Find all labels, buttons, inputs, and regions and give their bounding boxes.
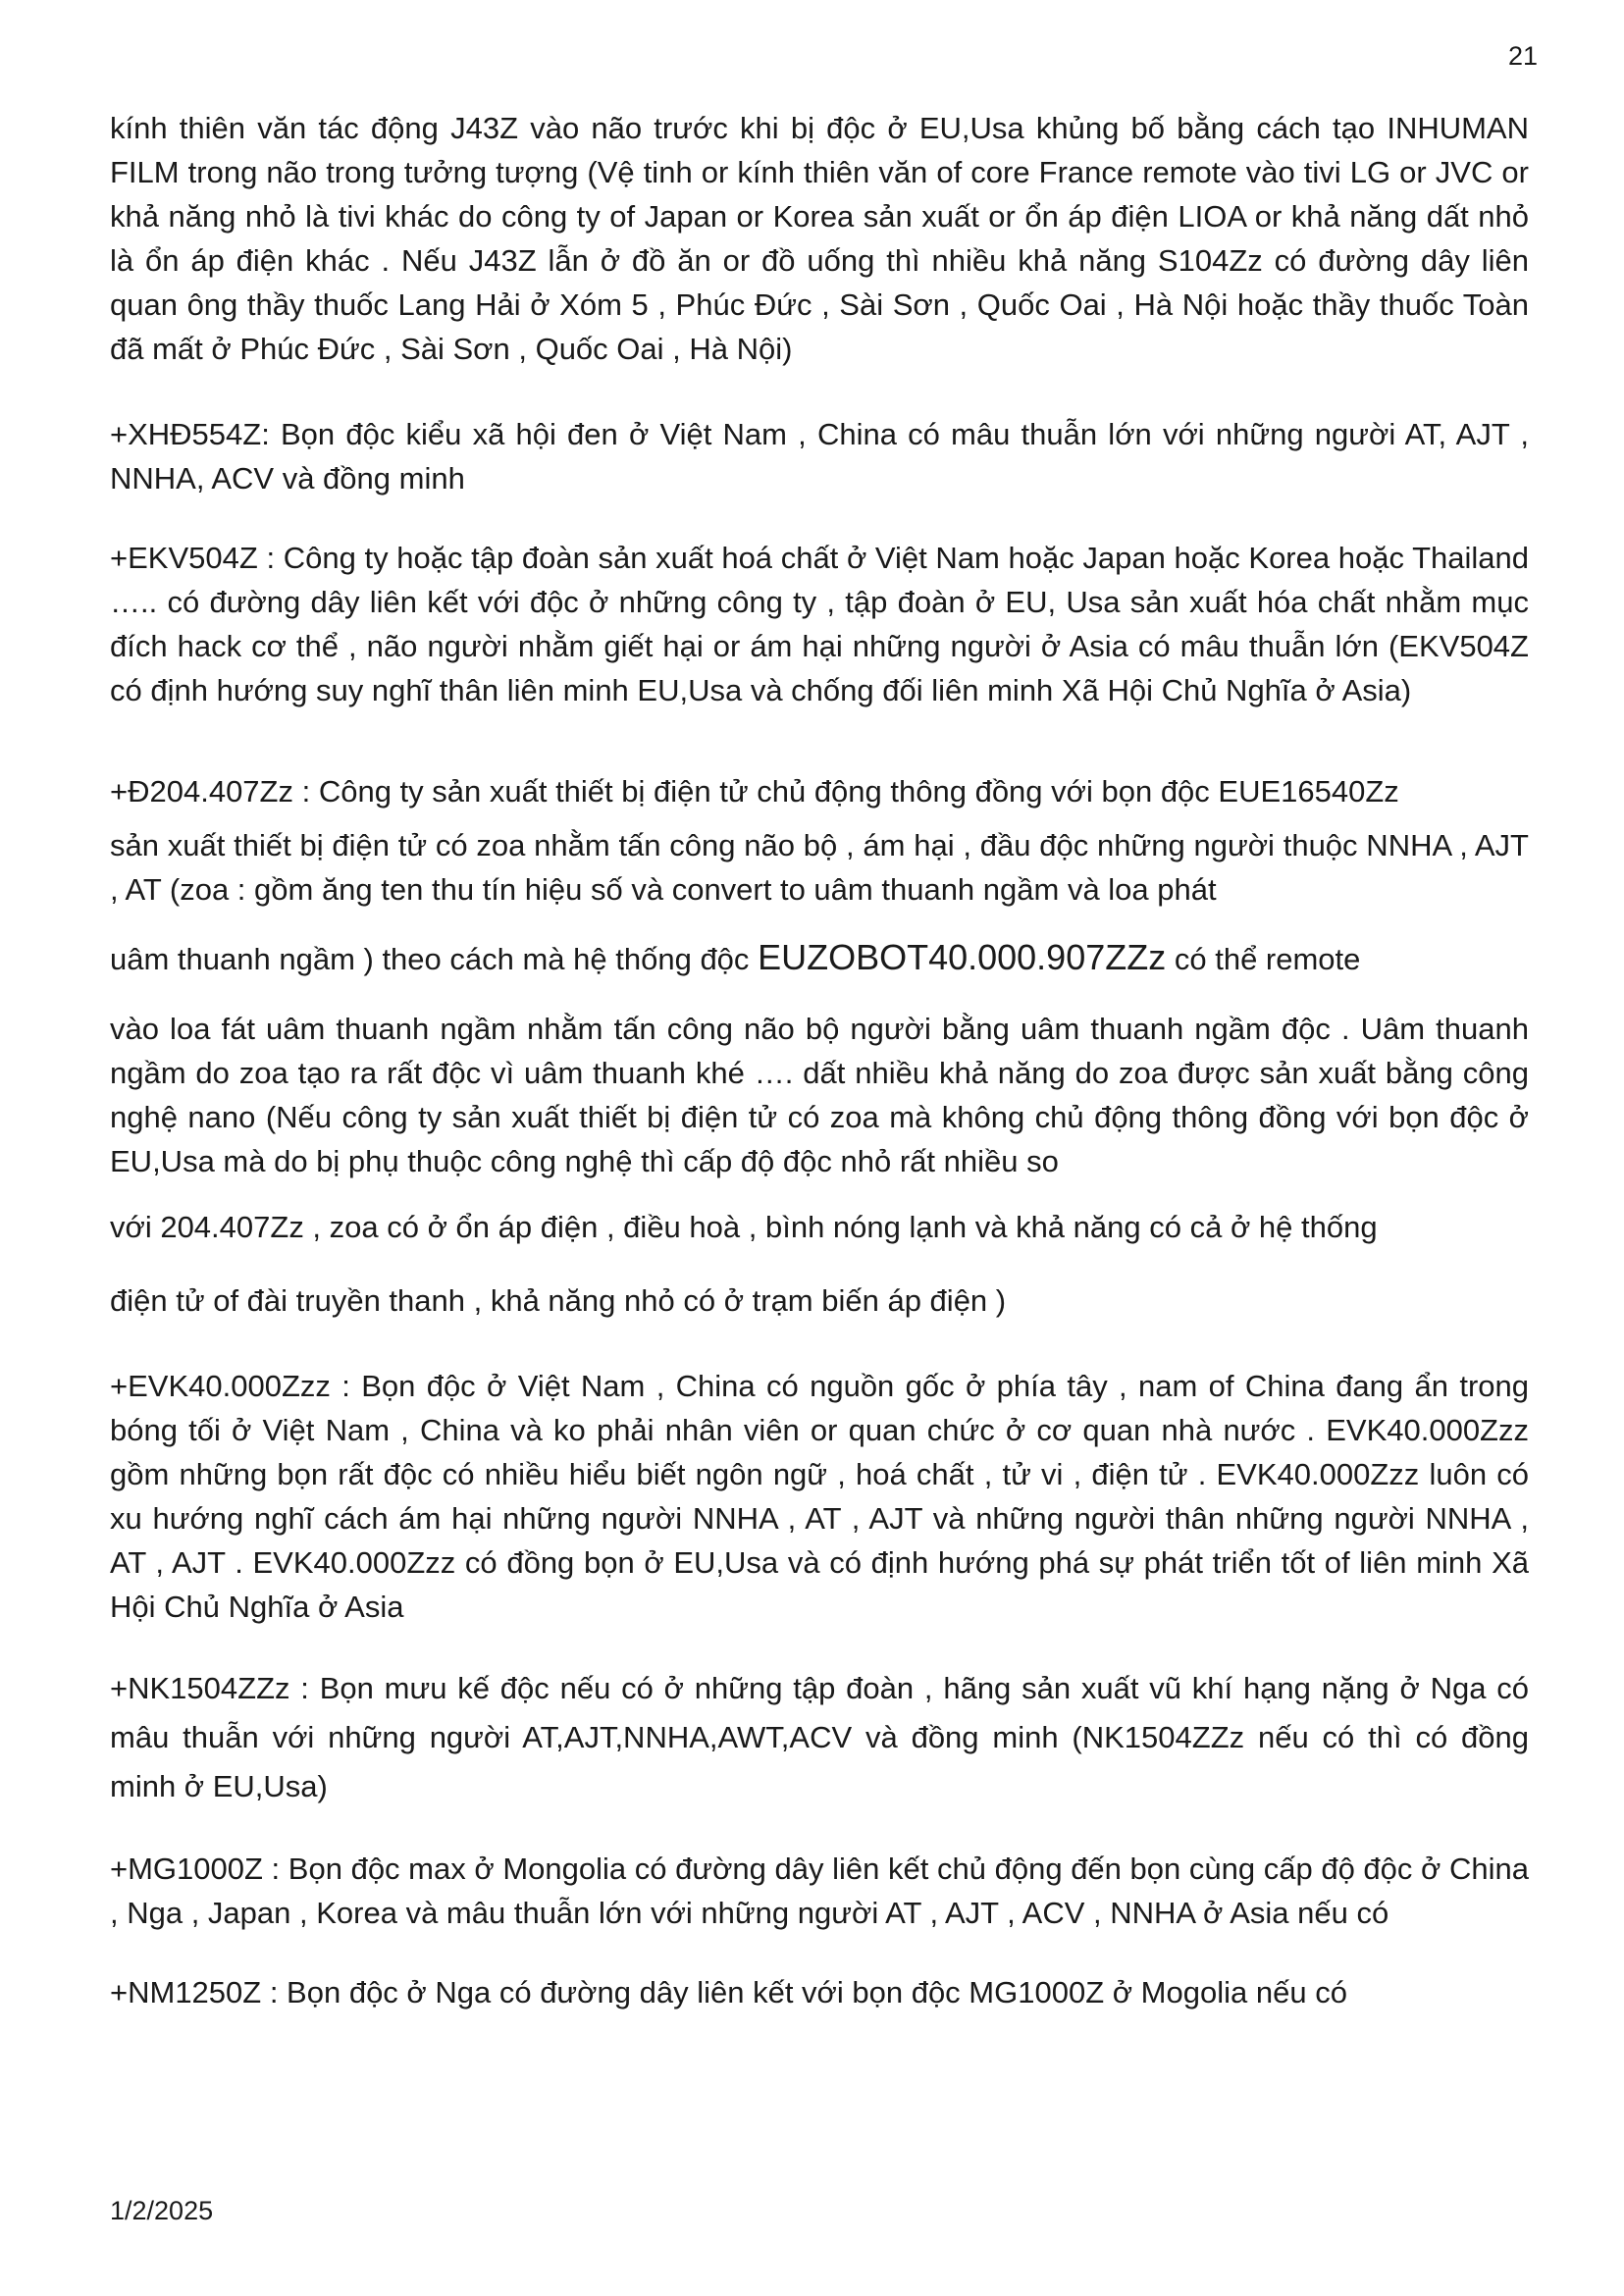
paragraph-xhd554z: +XHĐ554Z: Bọn độc kiểu xã hội đen ở Việt Nam , China có mâu thuẫn lớn với những người AT, AJT , NNHA, ACV và đồng minh [110,417,1529,496]
paragraph-d204-line-1: +Đ204.407Zz : Công ty sản xuất thiết bị điện tử chủ động thông đồng với bọn độc EUE16540Zz [110,774,1399,809]
document-body [110,106,1529,2014]
paragraph-d204-line-6: điện tử of đài truyền thanh , khả năng nhỏ có ở trạm biến áp điện ) [110,1283,1007,1318]
line-3-suffix: có thể remote [1174,942,1361,976]
paragraph-evk40-000zzz: +EVK40.000Zzz : Bọn độc ở Việt Nam , China có nguồn gốc ở phía tây , nam of China đang ẩn trong bóng tối ở Việt Nam , China và ko phải nhân viên or quan chức ở cơ quan nhà nước . EVK40.000Zzz gồm những bọn rất độc có nhiều hiểu biết ngôn ngữ , hoá chất , tử vi , điện tử . EVK40.000Zzz luôn có xu hướng nghĩ cách ám hại những người NNHA , AT , AJT và những người thân những người NNHA , AT , AJT . EVK40.000Zzz có đồng bọn ở EU,Usa và có định hướng phá sự phát triển tốt of liên minh Xã Hội Chủ Nghĩa ở Asia [110,1369,1529,1624]
paragraph-d204-407zz [110,769,1529,1323]
paragraph-ekv504z: +EKV504Z : Công ty hoặc tập đoàn sản xuất hoá chất ở Việt Nam hoặc Japan hoặc Korea hoặc Thailand ….. có đường dây liên kết với độc ở những công ty , tập đoàn ở EU, Usa sản xuất hóa chất nhằm mục đích hack cơ thể , não người nhằm giết hại or ám hại những người ở Asia có mâu thuẫn lớn (EKV504Z có định hướng suy nghĩ thân liên minh EU,Usa và chống đối liên minh Xã Hội Chủ Nghĩa ở Asia) [110,541,1529,707]
paragraph-nm1250z: +NM1250Z : Bọn độc ở Nga có đường dây liên kết với bọn độc MG1000Z ở Mogolia nếu có [110,1975,1347,2009]
paragraph-telescope: kính thiên văn tác động J43Z vào não trước khi bị độc ở EU,Usa khủng bố bằng cách tạo INHUMAN FILM trong não trong tưởng tượng (Vệ tinh or kính thiên văn of core France remote vào tivi LG or JVC or khả năng nhỏ là tivi khác do công ty of Japan or Korea sản xuất or ổn áp điện LIOA or khả năng dất nhỏ là ổn áp điện khác . Nếu J43Z lẫn ở đồ ăn or đồ uống thì nhiều khả năng S104Zz có đường dây liên quan ông thầy thuốc Lang Hải ở Xóm 5 , Phúc Đức , Sài Sơn , Quốc Oai , Hà Nội hoặc thầy thuốc Toàn đã mất ở Phúc Đức , Sài Sơn , Quốc Oai , Hà Nội) [110,111,1529,366]
paragraph-d204-line-4: vào loa fát uâm thuanh ngầm nhằm tấn công não bộ người bằng uâm thuanh ngầm độc . Uâm thuanh ngầm do zoa tạo ra rất độc vì uâm thuanh khé …. dất nhiều khả năng do zoa được sản xuất bằng công nghệ nano (Nếu công ty sản xuất thiết bị điện tử có zoa mà không chủ động thông đồng với bọn độc ở EU,Usa mà do bị phụ thuộc công nghệ thì cấp độ độc nhỏ rất nhiều so [110,1012,1529,1178]
line-3-prefix: uâm thuanh ngầm ) theo cách mà hệ thống độc [110,942,750,976]
paragraph-mg1000z: +MG1000Z : Bọn độc max ở Mongolia có đường dây liên kết chủ động đến bọn cùng cấp độ độc ở China , Nga , Japan , Korea và mâu thuẫn lớn với những người AT , AJT , ACV , NNHA ở Asia nếu có [110,1852,1529,1930]
paragraph-d204-line-5: với 204.407Zz , zoa có ở ổn áp điện , điều hoà , bình nóng lạnh và khả năng có cả ở hệ thống [110,1210,1378,1244]
page-number: 21 [1507,41,1538,71]
paragraph-d204-line-3 [110,935,1529,981]
euzobot-code: EUZOBOT40.000.907ZZz [758,937,1167,977]
footer-date: 1/2/2025 [110,2196,214,2225]
paragraph-d204-line-2: sản xuất thiết bị điện tử có zoa nhằm tấn công não bộ , ám hại , đầu độc những người thuộc NNHA , AJT , AT (zoa : gồm ăng ten thu tín hiệu số và convert to uâm thuanh ngầm và loa phát [110,828,1529,907]
paragraph-nk1504zzz: +NK1504ZZz : Bọn mưu kế độc nếu có ở những tập đoàn , hãng sản xuất vũ khí hạng nặng ở Nga có mâu thuẫn với những người AT,AJT,NNHA,AWT,ACV và đồng minh (NK1504ZZz nếu có thì có đồng minh ở EU,Usa) [110,1671,1529,1803]
